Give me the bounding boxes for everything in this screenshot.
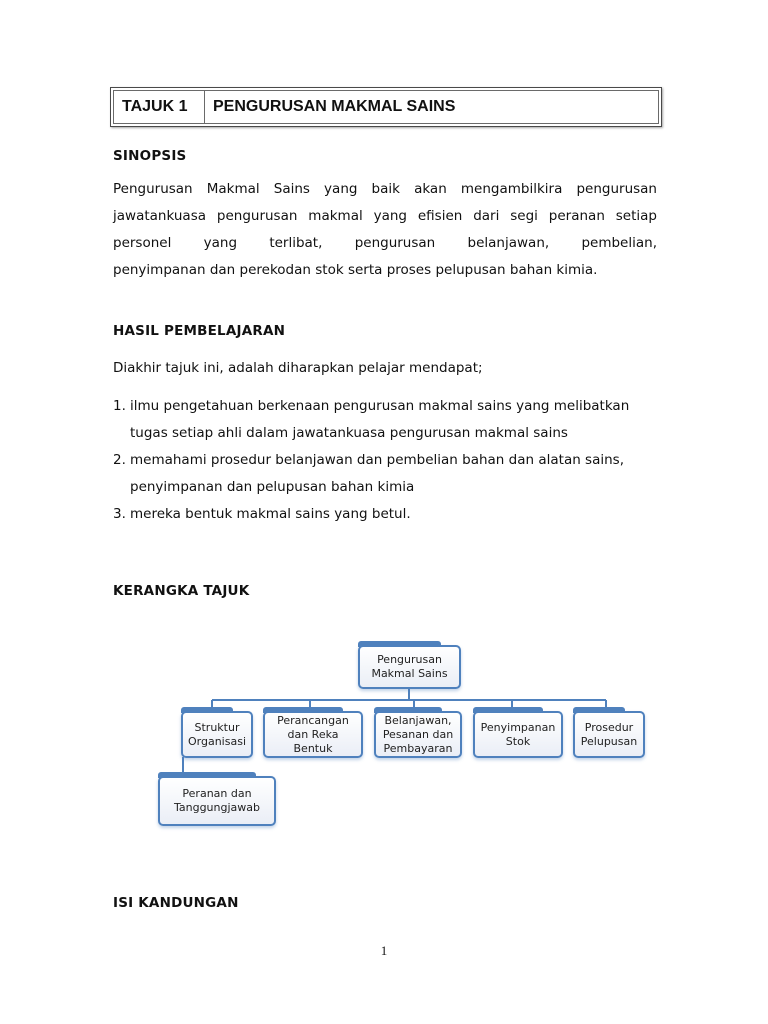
node-tab bbox=[573, 707, 625, 713]
outcome-list bbox=[113, 393, 673, 528]
node-label: Pengurusan Makmal Sains bbox=[371, 653, 448, 680]
node-label: Penyimpanan Stok bbox=[480, 720, 556, 748]
child-node-perancangan bbox=[263, 711, 363, 758]
child-node-prosedur bbox=[573, 711, 645, 758]
sinopsis-line: penyimpanan dan perekodan stok serta proses pelupusan bahan kimia. bbox=[113, 262, 598, 278]
list-item bbox=[113, 501, 673, 528]
sub-node-peranan bbox=[158, 776, 276, 826]
item-number: 1. bbox=[113, 398, 126, 414]
hasil-intro: Diakhir tajuk ini, adalah diharapkan pelajar mendapat; bbox=[113, 360, 483, 376]
node-label: Belanjawan, Pesanan dan Pembayaran bbox=[382, 713, 454, 755]
sinopsis-line: personel yang terlibat, pengurusan belanjawan, pembelian, bbox=[113, 235, 657, 251]
root-node bbox=[358, 645, 461, 689]
child-node-belanjawan bbox=[374, 711, 462, 758]
sinopsis-line: Pengurusan Makmal Sains yang baik akan mengambilkira pengurusan bbox=[113, 181, 657, 197]
item-number: 3. bbox=[113, 506, 126, 522]
node-tab bbox=[263, 707, 343, 713]
child-node-struktur bbox=[181, 711, 253, 758]
node-label: Struktur Organisasi bbox=[188, 720, 246, 748]
item-number: 2. bbox=[113, 452, 126, 468]
topic-title: PENGURUSAN MAKMAL SAINS bbox=[205, 90, 659, 124]
node-label: Prosedur Pelupusan bbox=[580, 720, 638, 748]
sinopsis-heading: SINOPSIS bbox=[113, 148, 187, 164]
item-line: tugas setiap ahli dalam jawatankuasa pengurusan makmal sains bbox=[130, 425, 568, 441]
isi-heading: ISI KANDUNGAN bbox=[113, 895, 239, 911]
node-label: Peranan dan Tanggungjawab bbox=[173, 787, 261, 814]
node-tab bbox=[358, 641, 441, 647]
list-item bbox=[113, 447, 673, 501]
sinopsis-paragraph bbox=[113, 176, 657, 284]
node-tab bbox=[473, 707, 543, 713]
item-line: ilmu pengetahuan berkenaan pengurusan makmal sains yang melibatkan bbox=[130, 398, 630, 414]
page-number: 1 bbox=[380, 943, 388, 958]
list-item bbox=[113, 393, 673, 447]
kerangka-heading: KERANGKA TAJUK bbox=[113, 583, 250, 599]
node-tab bbox=[374, 707, 442, 713]
item-line: memahami prosedur belanjawan dan pembelian bahan dan alatan sains, bbox=[130, 452, 624, 468]
topic-code: TAJUK 1 bbox=[113, 90, 205, 124]
hasil-heading: HASIL PEMBELAJARAN bbox=[113, 323, 286, 339]
item-line: penyimpanan dan pelupusan bahan kimia bbox=[130, 479, 415, 495]
sinopsis-line: jawatankuasa pengurusan makmal yang efisien dari segi peranan setiap bbox=[113, 208, 657, 224]
item-line: mereka bentuk makmal sains yang betul. bbox=[130, 506, 411, 522]
node-tab bbox=[181, 707, 233, 713]
child-node-penyimpanan bbox=[473, 711, 563, 758]
node-label: Perancangan dan Reka Bentuk bbox=[277, 713, 349, 755]
node-tab bbox=[158, 772, 256, 778]
title-table bbox=[110, 87, 662, 127]
